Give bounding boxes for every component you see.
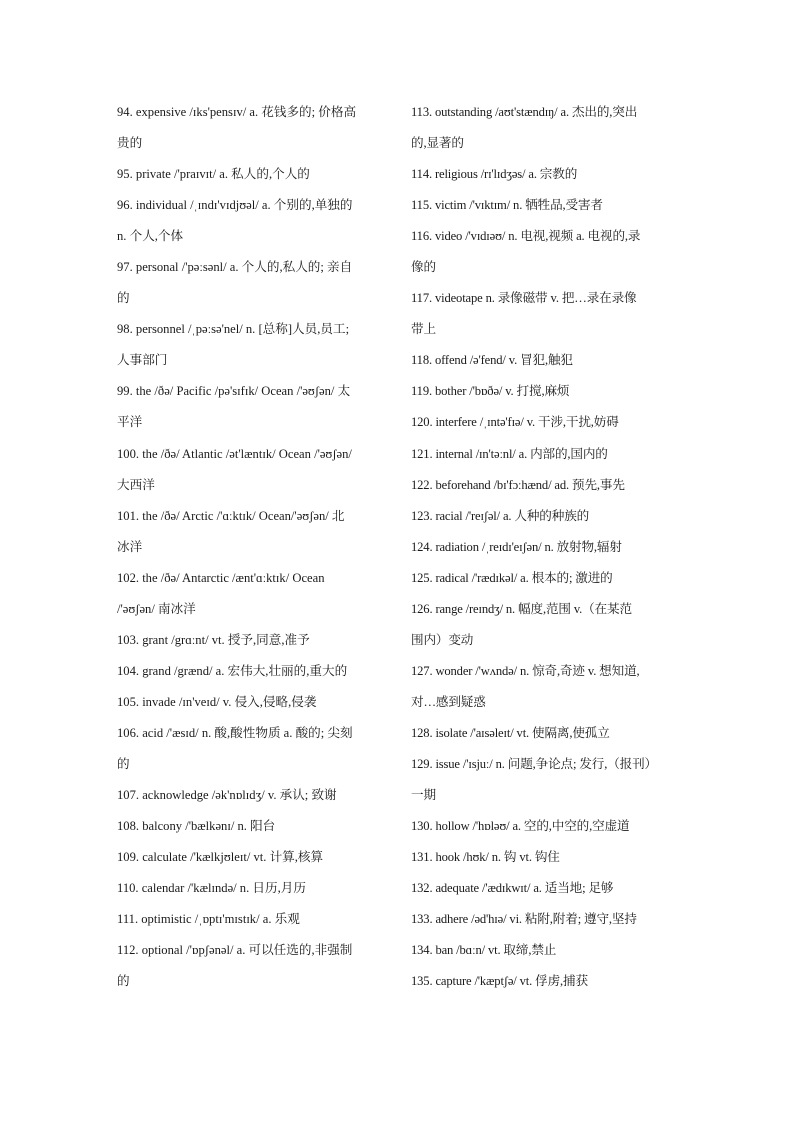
text-line: 105. invade /ɪn'veɪd/ v. 侵入,侵略,侵袭 — [117, 694, 317, 709]
text-line: 像的 — [411, 260, 436, 275]
text-line: 115. victim /'vɪktɪm/ n. 牺牲品,受害者 — [411, 198, 603, 213]
text-line: n. 个人,个体 — [117, 229, 184, 244]
text-line: 107. acknowledge /ək'nɒlɪdʒ/ v. 承认; 致谢 — [117, 788, 337, 803]
vocabulary-column-left — [117, 97, 387, 997]
text-line: 117. videotape n. 录像磁带 v. 把…录在录像 — [411, 291, 637, 306]
text-line: 114. religious /rɪ'lɪdʒəs/ a. 宗教的 — [411, 167, 578, 182]
text-line: 围内）变动 — [411, 632, 474, 647]
text-line: 118. offend /ə'fend/ v. 冒犯,触犯 — [411, 353, 573, 368]
text-line: 110. calendar /'kælɪndə/ n. 日历,月历 — [117, 881, 306, 896]
text-line: 一期 — [411, 788, 436, 803]
text-line: 带上 — [411, 322, 436, 337]
text-line: 104. grand /grænd/ a. 宏伟大,壮丽的,重大的 — [117, 663, 348, 678]
text-line: 119. bother /'bɒðə/ v. 打搅,麻烦 — [411, 384, 570, 399]
text-line: 113. outstanding /aʊt'stændɪŋ/ a. 杰出的,突出 — [411, 105, 638, 119]
text-line: 97. personal /'pəːsənl/ a. 个人的,私人的; 亲自 — [117, 260, 353, 275]
text-line: 134. ban /bɑːn/ vt. 取缔,禁止 — [411, 943, 557, 958]
text-line: 120. interfere /ˌɪntə'fɪə/ v. 干涉,干扰,妨碍 — [411, 415, 619, 430]
text-line: 135. capture /'kæptʃə/ vt. 俘虏,捕获 — [411, 974, 588, 989]
text-line: 人事部门 — [117, 353, 168, 368]
text-line: 127. wonder /'wʌndə/ n. 惊奇,奇迹 v. 想知道, — [411, 663, 640, 678]
text-line: 98. personnel /ˌpəːsə'nel/ n. [总称]人员,员工; — [117, 322, 350, 337]
text-line: 的 — [117, 291, 130, 306]
text-line: 平洋 — [117, 415, 143, 430]
text-line: 的 — [117, 756, 130, 771]
text-line: 103. grant /grɑːnt/ vt. 授予,同意,准予 — [117, 632, 310, 647]
text-line: 的,显著的 — [411, 136, 464, 151]
text-line: 100. the /ðə/ Atlantic /ət'læntɪk/ Ocean /'əʊʃən/ — [117, 446, 352, 461]
text-line: 对…感到疑惑 — [411, 694, 486, 709]
text-line: 126. range /reɪndʒ/ n. 幅度,范围 v.（在某范 — [411, 601, 632, 616]
text-line: 大西洋 — [117, 477, 155, 492]
text-line: 131. hook /hʊk/ n. 钩 vt. 钩住 — [411, 850, 560, 865]
text-line: 116. video /'vɪdɪəʊ/ n. 电视,视频 a. 电视的,录 — [411, 229, 641, 244]
text-line: 133. adhere /əd'hɪə/ vi. 粘附,附着; 遵守,坚持 — [411, 912, 637, 927]
text-line: 102. the /ðə/ Antarctic /ænt'ɑːktɪk/ Ocean — [117, 570, 325, 585]
text-line: 96. individual /ˌɪndɪ'vɪdjʊəl/ a. 个别的,单独的 — [117, 198, 353, 213]
text-line: 122. beforehand /bɪ'fɔːhænd/ ad. 预先,事先 — [411, 477, 625, 492]
text-line: 109. calculate /'kælkjʊleɪt/ vt. 计算,核算 — [117, 850, 324, 865]
text-line: 125. radical /'rædɪkəl/ a. 根本的; 激进的 — [411, 570, 613, 585]
text-line: 124. radiation /ˌreɪdɪ'eɪʃən/ n. 放射物,辐射 — [411, 539, 622, 554]
text-line: 108. balcony /'bælkənɪ/ n. 阳台 — [117, 819, 276, 834]
text-line: 111. optimistic /ˌɒptɪ'mɪstɪk/ a. 乐观 — [117, 912, 300, 927]
text-line: 94. expensive /ɪks'pensɪv/ a. 花钱多的; 价格高 — [117, 105, 357, 119]
text-line: 99. the /ðə/ Pacific /pə'sɪfɪk/ Ocean /'əʊʃən/ 太 — [117, 384, 351, 399]
text-line: 121. internal /ɪn'təːnl/ a. 内部的,国内的 — [411, 446, 608, 461]
text-line: 101. the /ðə/ Arctic /'ɑːktɪk/ Ocean/'əʊʃən/ 北 — [117, 508, 345, 523]
text-line: 129. issue /'ɪsjuː/ n. 问题,争论点; 发行,（报刊） — [411, 756, 658, 771]
text-line: 冰洋 — [117, 539, 143, 554]
vocabulary-column-right — [411, 97, 689, 997]
text-line: 112. optional /'ɒpʃənəl/ a. 可以任选的,非强制 — [117, 943, 353, 958]
text-line: 123. racial /'reɪʃəl/ a. 人种的种族的 — [411, 508, 590, 523]
text-line: 130. hollow /'hɒləʊ/ a. 空的,中空的,空虚道 — [411, 819, 630, 834]
text-line: 106. acid /'æsɪd/ n. 酸,酸性物质 a. 酸的; 尖刻 — [117, 725, 353, 740]
text-line: 贵的 — [117, 136, 143, 151]
text-line: 95. private /'praɪvɪt/ a. 私人的,个人的 — [117, 167, 310, 182]
text-line: 128. isolate /'aɪsəleɪt/ vt. 使隔离,使孤立 — [411, 725, 610, 740]
text-line: 的 — [117, 974, 130, 989]
text-line: /'əʊʃən/ 南冰洋 — [117, 601, 196, 616]
text-line: 132. adequate /'ædɪkwɪt/ a. 适当地; 足够 — [411, 881, 614, 896]
